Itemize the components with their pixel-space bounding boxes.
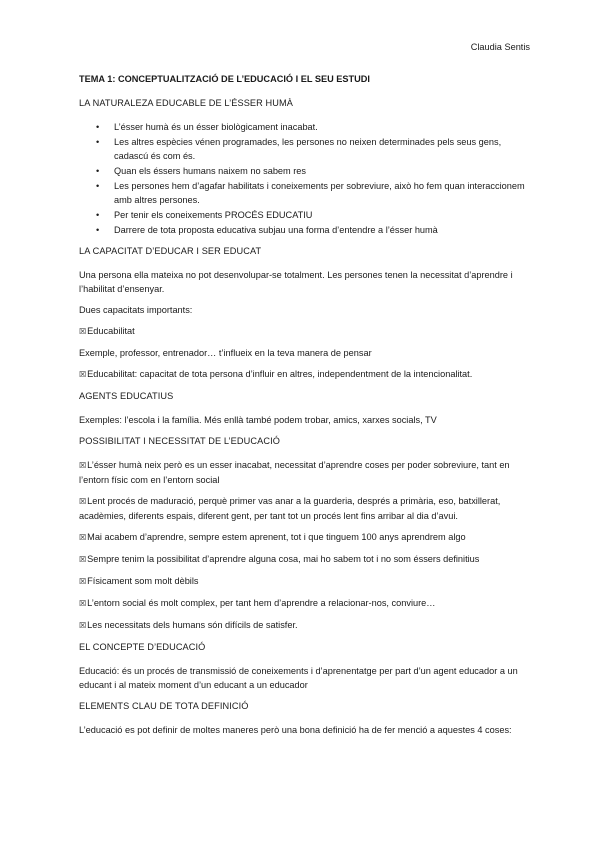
checkbox-icon: ☒: [79, 555, 87, 564]
list-item: [79, 596, 530, 611]
paragraph: Dues capacitats importants:: [79, 305, 193, 315]
list-item-text: L’ésser humà neix però es un esser inacabat, necessitat d’aprendre coses per poder sobreviure, tant en l’entorn físic com en l’entorn social: [79, 460, 510, 485]
header-author: Claudia Sentis: [470, 42, 530, 52]
list-item: [79, 530, 530, 545]
bullet-icon: •: [96, 137, 100, 147]
list-item: [79, 135, 530, 163]
bullet-list: [79, 120, 530, 237]
list-item: [79, 574, 530, 589]
list-item-text: L’entorn social és molt complex, per tant hem d’aprendre a relacionar-nos, conviure…: [87, 598, 436, 608]
document-body: [79, 72, 530, 744]
bullet-icon: •: [96, 122, 100, 132]
list-item-text: Darrere de tota proposta educativa subjau una forma d’entendre a l’ésser humà: [114, 225, 438, 235]
paragraph: Educació: és un procés de transmissió de coneixements i d’aprenentatge per part d’un agent educador a un educant i al mateix moment d’un educant a un educador: [79, 666, 518, 690]
list-item: [79, 223, 530, 237]
checkbox-icon: ☒: [79, 497, 87, 506]
bullet-icon: •: [96, 225, 100, 235]
checkbox-icon: ☒: [79, 533, 87, 542]
checkbox-icon: ☒: [79, 599, 87, 608]
paragraph-text: Educabilitat: [87, 326, 135, 336]
paragraph: L’educació es pot definir de moltes maneres però una bona definició ha de fer menció a aquestes 4 coses:: [79, 725, 512, 735]
checkbox-icon: ☒: [79, 577, 87, 586]
list-item: [79, 120, 530, 134]
list-item: [79, 618, 530, 633]
paragraph: [79, 367, 530, 382]
checkbox-icon: ☒: [79, 621, 87, 630]
list-item-text: Per tenir els coneixements PROCÉS EDUCATIU: [114, 210, 313, 220]
list-item: [79, 494, 530, 523]
paragraph: Exemple, professor, entrenador… t’influeix en la teva manera de pensar: [79, 348, 372, 358]
list-item-text: Físicament som molt dèbils: [87, 576, 199, 586]
checkbox-icon: ☒: [79, 327, 87, 336]
section-heading: ELEMENTS CLAU DE TOTA DEFINICIÓ: [79, 701, 249, 711]
list-item-text: Les persones hem d’agafar habilitats i coneixements per sobreviure, això ho fem quan interaccionem amb altres persones.: [114, 181, 525, 205]
list-item: [79, 164, 530, 178]
list-item: [79, 179, 530, 207]
list-item: [79, 458, 530, 487]
section-heading: LA CAPACITAT D’EDUCAR I SER EDUCAT: [79, 246, 262, 256]
checkbox-icon: ☒: [79, 461, 87, 470]
paragraph: Una persona ella mateixa no pot desenvolupar-se totalment. Les persones tenen la necessitat d’aprendre i l’habilitat d’ensenyar.: [79, 270, 513, 294]
list-item-text: Les necessitats dels humans són difícils de satisfer.: [87, 620, 298, 630]
section-heading: EL CONCEPTE D’EDUCACIÓ: [79, 642, 206, 652]
list-item-text: Lent procés de maduració, perquè primer vas anar a la guarderia, després a primària, eso, batxillerat, acadèmies, diferents espais, diferent gent, per tant tot un procés lent fins arribar al dia d’avui.: [79, 496, 501, 521]
checkbox-icon: ☒: [79, 370, 87, 379]
list-item-text: Sempre tenim la possibilitat d’aprendre alguna cosa, mai ho sabem tot i no som éssers definitius: [87, 554, 480, 564]
bullet-icon: •: [96, 181, 100, 191]
list-item-text: Les altres espècies vénen programades, les persones no neixen determinades pels seus gens, cadascú és com és.: [114, 137, 502, 161]
bullet-icon: •: [96, 166, 100, 176]
paragraph-text: Educabilitat: capacitat de tota persona d’influir en altres, independentment de la intencionalitat.: [87, 369, 473, 379]
list-item: [79, 552, 530, 567]
document-title: TEMA 1: CONCEPTUALITZACIÓ DE L’EDUCACIÓ I EL SEU ESTUDI: [79, 74, 370, 84]
paragraph: Exemples: l’escola i la família. Més enllà també podem trobar, amics, xarxes socials, TV: [79, 415, 437, 425]
list-item-text: Mai acabem d’aprendre, sempre estem aprenent, tot i que tinguem 100 anys aprendrem algo: [87, 532, 466, 542]
section-heading: AGENTS EDUCATIUS: [79, 391, 174, 401]
bullet-icon: •: [96, 210, 100, 220]
list-item-text: L’ésser humà és un ésser biològicament inacabat.: [114, 122, 318, 132]
section-heading: LA NATURALEZA EDUCABLE DE L’ÉSSER HUMÀ: [79, 98, 293, 108]
list-item: [79, 208, 530, 222]
section-heading: POSSIBILITAT I NECESSITAT DE L’EDUCACIÓ: [79, 436, 280, 446]
list-item-text: Quan els éssers humans naixem no sabem res: [114, 166, 307, 176]
paragraph: [79, 324, 530, 339]
